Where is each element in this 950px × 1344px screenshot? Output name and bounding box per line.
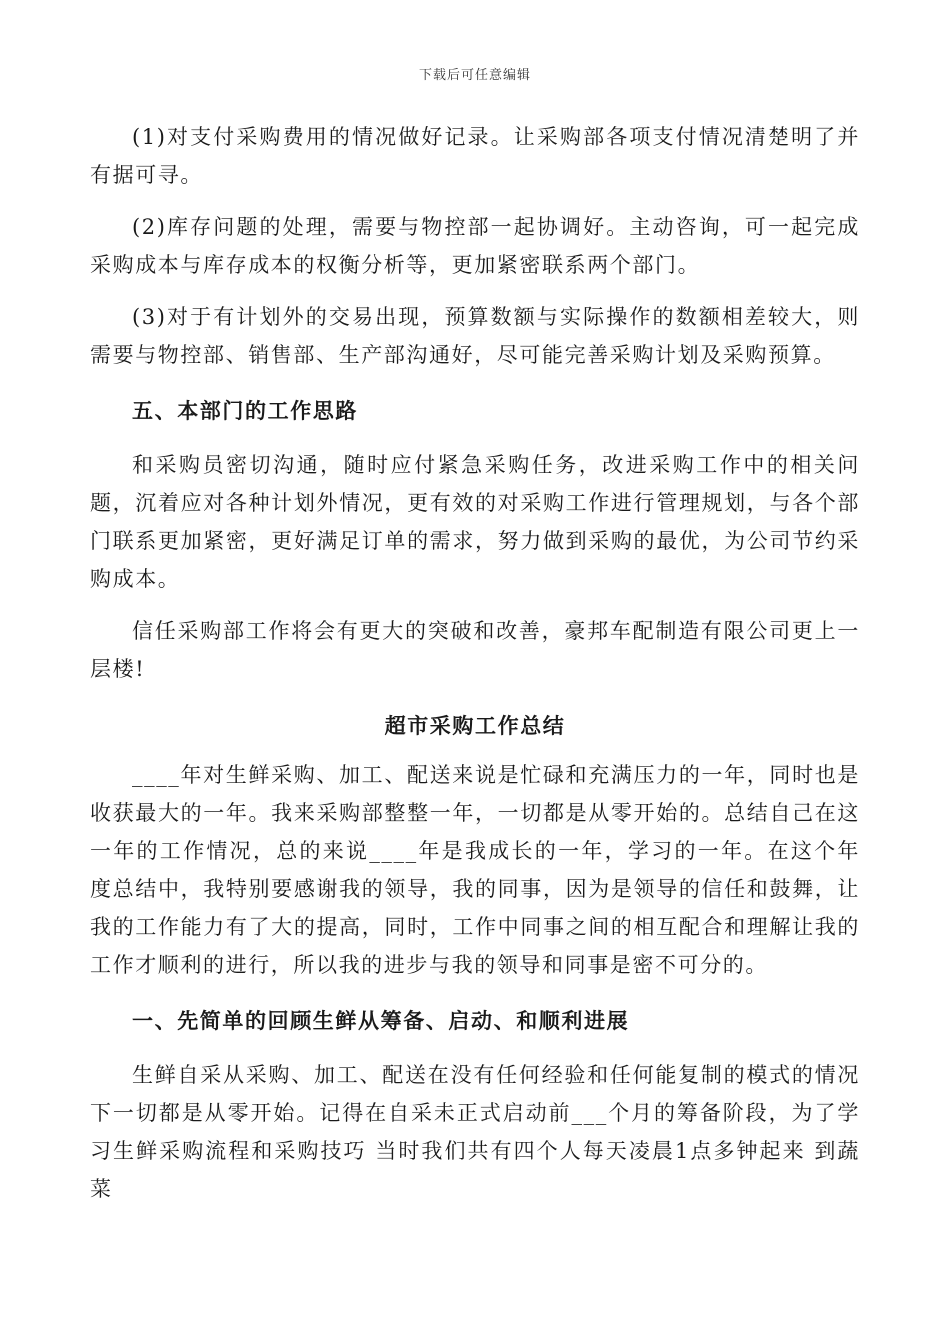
paragraph-closing: 信任采购部工作将会有更大的突破和改善，豪邦车配制造有限公司更上一层楼! — [90, 619, 860, 681]
section-heading-work-approach: 五、本部门的工作思路 — [132, 398, 358, 423]
paragraph-intro: ____年对生鲜采购、加工、配送来说是忙碌和充满压力的一年，同时也是收获最大的一年。我来采购部整整一年，一切都是从零开始的。总结自己在这一年的工作情况，总的来说____年是我成长的一年，学习的一年。在这个年度总结中，我特别要感谢我的领导，我的同事，因为是领导的信任和鼓舞，让我的工作能力有了大的提高，同时，工作中同事之间的相互配合和理解让我的工作才顺利的进行，所以我的进步与我的领导和同事是密不可分的。 — [90, 763, 860, 977]
paragraph-unplanned-transactions: (3)对于有计划外的交易出现，预算数额与实际操作的数额相差较大，则需要与物控部、销售部、生产部沟通好，尽可能完善采购计划及采购预算。 — [90, 305, 860, 367]
section-heading-review: 一、先简单的回顾生鲜从筹备、启动、和顺利进展 — [132, 1008, 630, 1033]
paragraph-review: 生鲜自采从采购、加工、配送在没有任何经验和任何能复制的模式的情况下一切都是从零开始。记得在自采未正式启动前___个月的筹备阶段，为了学习生鲜采购流程和采购技巧 当时我们共有四个人每天凌晨1点多钟起来 到蔬菜 — [90, 1063, 860, 1201]
paragraph-work-approach: 和采购员密切沟通，随时应付紧急采购任务，改进采购工作中的相关问题，沉着应对各种计划外情况，更有效的对采购工作进行管理规划，与各个部门联系更加紧密，更好满足订单的需求，努力做到采购的最优，为公司节约采购成本。 — [90, 453, 860, 591]
paragraph-payment-records: (1)对支付采购费用的情况做好记录。让采购部各项支付情况清楚明了并有据可寻。 — [90, 125, 860, 187]
document-title: 超市采购工作总结 — [384, 713, 566, 738]
paragraph-inventory: (2)库存问题的处理，需要与物控部一起协调好。主动咨询，可一起完成采购成本与库存成本的权衡分析等，更加紧密联系两个部门。 — [90, 215, 860, 277]
header-note: 下载后可任意编辑 — [418, 68, 531, 83]
document-body — [90, 118, 860, 1222]
